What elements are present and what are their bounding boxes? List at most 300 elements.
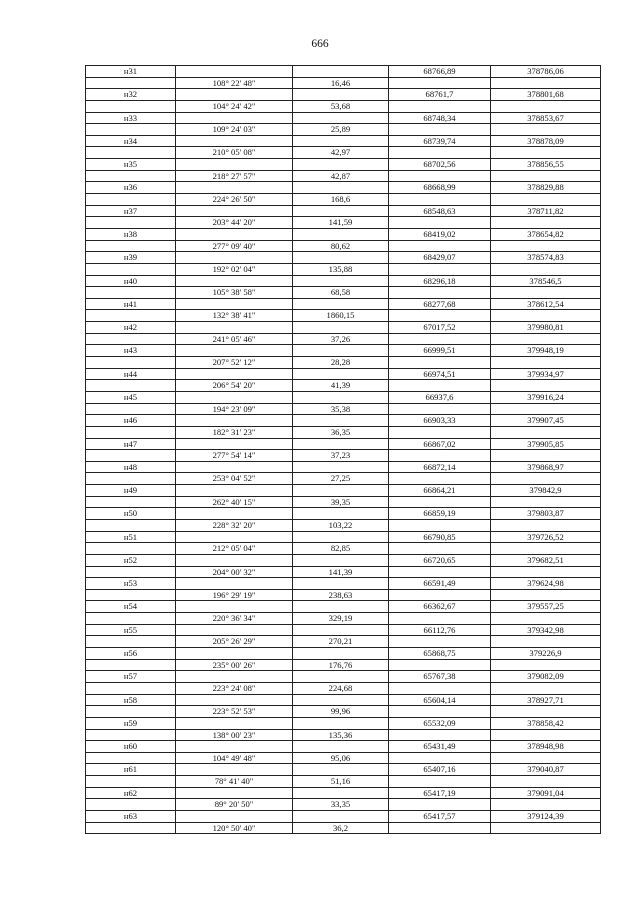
empty-cell [491, 217, 601, 229]
empty-cell [86, 78, 176, 90]
direction-angle-cell: 212° 05' 04" [176, 543, 293, 555]
x-coordinate-cell: 65417,19 [389, 788, 491, 800]
empty-cell [86, 404, 176, 416]
empty-cell [176, 532, 293, 544]
empty-cell [389, 171, 491, 183]
empty-cell [491, 706, 601, 718]
direction-angle-cell: 194° 23' 09" [176, 404, 293, 416]
empty-cell [86, 310, 176, 322]
y-coordinate-cell: 378829,88 [491, 182, 601, 194]
y-coordinate-cell: 379980,81 [491, 322, 601, 334]
empty-cell [176, 206, 293, 218]
empty-cell [389, 660, 491, 672]
empty-cell [293, 276, 389, 288]
empty-cell [491, 590, 601, 602]
direction-angle-cell: 78° 41' 40" [176, 776, 293, 788]
empty-cell [491, 636, 601, 648]
empty-cell [86, 427, 176, 439]
empty-cell [176, 415, 293, 427]
empty-cell [176, 695, 293, 707]
direction-angle-cell: 207° 52' 12" [176, 357, 293, 369]
distance-cell: 135,36 [293, 730, 389, 742]
distance-cell: 37,26 [293, 334, 389, 346]
empty-cell [86, 450, 176, 462]
empty-cell [176, 182, 293, 194]
empty-cell [491, 450, 601, 462]
empty-cell [491, 497, 601, 509]
x-coordinate-cell: 66999,51 [389, 345, 491, 357]
point-name-cell: н35 [86, 159, 176, 171]
y-coordinate-cell: 378801,68 [491, 89, 601, 101]
distance-cell: 35,38 [293, 404, 389, 416]
empty-cell [293, 66, 389, 78]
direction-angle-cell: 218° 27' 57" [176, 171, 293, 183]
empty-cell [293, 625, 389, 637]
empty-cell [176, 811, 293, 823]
y-coordinate-cell: 379124,39 [491, 811, 601, 823]
x-coordinate-cell: 65431,49 [389, 741, 491, 753]
empty-cell [86, 124, 176, 136]
x-coordinate-cell: 68748,34 [389, 113, 491, 125]
point-name-cell: н56 [86, 648, 176, 660]
empty-cell [86, 380, 176, 392]
x-coordinate-cell: 68419,02 [389, 229, 491, 241]
direction-angle-cell: 138° 00' 23" [176, 730, 293, 742]
distance-cell: 51,16 [293, 776, 389, 788]
empty-cell [293, 811, 389, 823]
empty-cell [491, 334, 601, 346]
empty-cell [176, 648, 293, 660]
y-coordinate-cell: 379342,98 [491, 625, 601, 637]
distance-cell: 25,89 [293, 124, 389, 136]
empty-cell [491, 78, 601, 90]
distance-cell: 141,39 [293, 567, 389, 579]
empty-cell [389, 613, 491, 625]
y-coordinate-cell: 379907,45 [491, 415, 601, 427]
distance-cell: 135,88 [293, 264, 389, 276]
empty-cell [389, 264, 491, 276]
empty-cell [293, 601, 389, 613]
distance-cell: 168,6 [293, 194, 389, 206]
direction-angle-cell: 223° 52' 53" [176, 706, 293, 718]
empty-cell [86, 590, 176, 602]
empty-cell [491, 171, 601, 183]
empty-cell [176, 345, 293, 357]
distance-cell: 95,06 [293, 753, 389, 765]
empty-cell [389, 124, 491, 136]
empty-cell [293, 252, 389, 264]
empty-cell [491, 124, 601, 136]
empty-cell [389, 567, 491, 579]
empty-cell [491, 799, 601, 811]
empty-cell [293, 718, 389, 730]
empty-cell [86, 776, 176, 788]
point-name-cell: н51 [86, 532, 176, 544]
direction-angle-cell: 196° 29' 19" [176, 590, 293, 602]
empty-cell [86, 264, 176, 276]
empty-cell [389, 310, 491, 322]
empty-cell [293, 392, 389, 404]
distance-cell: 41,39 [293, 380, 389, 392]
page-number: 666 [311, 38, 329, 50]
point-name-cell: н41 [86, 299, 176, 311]
empty-cell [293, 439, 389, 451]
empty-cell [389, 706, 491, 718]
direction-angle-cell: 104° 24' 42" [176, 101, 293, 113]
point-name-cell: н60 [86, 741, 176, 753]
direction-angle-cell: 228° 32' 20" [176, 520, 293, 532]
empty-cell [293, 345, 389, 357]
empty-cell [293, 741, 389, 753]
distance-cell: 329,19 [293, 613, 389, 625]
x-coordinate-cell: 65417,57 [389, 811, 491, 823]
empty-cell [389, 194, 491, 206]
empty-cell [389, 520, 491, 532]
empty-cell [86, 823, 176, 835]
empty-cell [86, 334, 176, 346]
empty-cell [86, 636, 176, 648]
distance-cell: 16,46 [293, 78, 389, 90]
y-coordinate-cell: 379624,98 [491, 578, 601, 590]
empty-cell [86, 241, 176, 253]
empty-cell [389, 497, 491, 509]
empty-cell [86, 217, 176, 229]
empty-cell [293, 508, 389, 520]
distance-cell: 80,62 [293, 241, 389, 253]
y-coordinate-cell: 379916,24 [491, 392, 601, 404]
empty-cell [86, 194, 176, 206]
y-coordinate-cell: 378858,42 [491, 718, 601, 730]
empty-cell [491, 776, 601, 788]
x-coordinate-cell: 68296,18 [389, 276, 491, 288]
distance-cell: 82,85 [293, 543, 389, 555]
empty-cell [176, 439, 293, 451]
empty-cell [293, 113, 389, 125]
distance-cell: 68,58 [293, 287, 389, 299]
empty-cell [176, 625, 293, 637]
direction-angle-cell: 89° 20' 50" [176, 799, 293, 811]
point-name-cell: н58 [86, 695, 176, 707]
point-name-cell: н47 [86, 439, 176, 451]
empty-cell [491, 613, 601, 625]
empty-cell [176, 322, 293, 334]
point-name-cell: н54 [86, 601, 176, 613]
empty-cell [491, 543, 601, 555]
direction-angle-cell: 206° 54' 20" [176, 380, 293, 392]
direction-angle-cell: 277° 54' 14" [176, 450, 293, 462]
x-coordinate-cell: 66937,6 [389, 392, 491, 404]
empty-cell [389, 636, 491, 648]
x-coordinate-cell: 65868,75 [389, 648, 491, 660]
point-name-cell: н59 [86, 718, 176, 730]
empty-cell [491, 357, 601, 369]
point-name-cell: н33 [86, 113, 176, 125]
y-coordinate-cell: 378654,82 [491, 229, 601, 241]
x-coordinate-cell: 68766,89 [389, 66, 491, 78]
empty-cell [293, 462, 389, 474]
y-coordinate-cell: 378711,82 [491, 206, 601, 218]
empty-cell [389, 683, 491, 695]
boundary-coordinates-table [85, 65, 601, 834]
point-name-cell: н45 [86, 392, 176, 404]
empty-cell [389, 799, 491, 811]
y-coordinate-cell: 378574,83 [491, 252, 601, 264]
direction-angle-cell: 253° 04' 52" [176, 473, 293, 485]
x-coordinate-cell: 66859,19 [389, 508, 491, 520]
empty-cell [491, 473, 601, 485]
empty-cell [491, 567, 601, 579]
x-coordinate-cell: 68548,63 [389, 206, 491, 218]
empty-cell [86, 753, 176, 765]
empty-cell [389, 380, 491, 392]
empty-cell [389, 776, 491, 788]
y-coordinate-cell: 378878,09 [491, 136, 601, 148]
empty-cell [176, 276, 293, 288]
empty-cell [491, 380, 601, 392]
direction-angle-cell: 109° 24' 03" [176, 124, 293, 136]
distance-cell: 238,63 [293, 590, 389, 602]
distance-cell: 141,59 [293, 217, 389, 229]
empty-cell [176, 508, 293, 520]
y-coordinate-cell: 379682,51 [491, 555, 601, 567]
empty-cell [293, 322, 389, 334]
empty-cell [389, 753, 491, 765]
point-name-cell: н39 [86, 252, 176, 264]
empty-cell [176, 136, 293, 148]
empty-cell [491, 310, 601, 322]
point-name-cell: н37 [86, 206, 176, 218]
direction-angle-cell: 235° 00' 26" [176, 660, 293, 672]
empty-cell [389, 287, 491, 299]
x-coordinate-cell: 66903,33 [389, 415, 491, 427]
empty-cell [293, 369, 389, 381]
empty-cell [491, 753, 601, 765]
direction-angle-cell: 104° 49' 48" [176, 753, 293, 765]
y-coordinate-cell: 378612,54 [491, 299, 601, 311]
y-coordinate-cell: 379091,04 [491, 788, 601, 800]
empty-cell [293, 229, 389, 241]
x-coordinate-cell: 65532,09 [389, 718, 491, 730]
empty-cell [389, 473, 491, 485]
direction-angle-cell: 224° 26' 50" [176, 194, 293, 206]
y-coordinate-cell: 378853,67 [491, 113, 601, 125]
x-coordinate-cell: 65767,38 [389, 671, 491, 683]
empty-cell [293, 159, 389, 171]
point-name-cell: н53 [86, 578, 176, 590]
x-coordinate-cell: 66872,14 [389, 462, 491, 474]
empty-cell [389, 78, 491, 90]
point-name-cell: н46 [86, 415, 176, 427]
empty-cell [491, 241, 601, 253]
empty-cell [293, 299, 389, 311]
point-name-cell: н49 [86, 485, 176, 497]
empty-cell [293, 695, 389, 707]
x-coordinate-cell: 68761,7 [389, 89, 491, 101]
distance-cell: 39,35 [293, 497, 389, 509]
empty-cell [491, 683, 601, 695]
empty-cell [491, 823, 601, 835]
empty-cell [293, 764, 389, 776]
empty-cell [293, 578, 389, 590]
empty-cell [293, 89, 389, 101]
y-coordinate-cell: 379040,87 [491, 764, 601, 776]
y-coordinate-cell: 379868,97 [491, 462, 601, 474]
empty-cell [491, 194, 601, 206]
point-name-cell: н36 [86, 182, 176, 194]
empty-cell [176, 159, 293, 171]
empty-cell [389, 217, 491, 229]
direction-angle-cell: 223° 24' 08" [176, 683, 293, 695]
empty-cell [389, 147, 491, 159]
empty-cell [86, 567, 176, 579]
empty-cell [176, 718, 293, 730]
empty-cell [86, 799, 176, 811]
point-name-cell: н62 [86, 788, 176, 800]
empty-cell [176, 66, 293, 78]
empty-cell [491, 660, 601, 672]
x-coordinate-cell: 68668,99 [389, 182, 491, 194]
x-coordinate-cell: 66864,21 [389, 485, 491, 497]
empty-cell [176, 229, 293, 241]
x-coordinate-cell: 68702,56 [389, 159, 491, 171]
empty-cell [86, 543, 176, 555]
empty-cell [176, 299, 293, 311]
empty-cell [389, 334, 491, 346]
empty-cell [176, 485, 293, 497]
y-coordinate-cell: 379905,85 [491, 439, 601, 451]
empty-cell [293, 648, 389, 660]
y-coordinate-cell: 379557,25 [491, 601, 601, 613]
distance-cell: 37,23 [293, 450, 389, 462]
y-coordinate-cell: 379934,97 [491, 369, 601, 381]
y-coordinate-cell: 378948,98 [491, 741, 601, 753]
empty-cell [176, 671, 293, 683]
direction-angle-cell: 192° 02' 04" [176, 264, 293, 276]
empty-cell [389, 450, 491, 462]
distance-cell: 33,35 [293, 799, 389, 811]
empty-cell [389, 590, 491, 602]
x-coordinate-cell: 66112,76 [389, 625, 491, 637]
empty-cell [86, 171, 176, 183]
distance-cell: 53,68 [293, 101, 389, 113]
empty-cell [389, 101, 491, 113]
y-coordinate-cell: 378786,06 [491, 66, 601, 78]
empty-cell [176, 601, 293, 613]
y-coordinate-cell: 379726,52 [491, 532, 601, 544]
empty-cell [86, 683, 176, 695]
distance-cell: 103,22 [293, 520, 389, 532]
empty-cell [491, 427, 601, 439]
x-coordinate-cell: 65407,16 [389, 764, 491, 776]
distance-cell: 1860,15 [293, 310, 389, 322]
direction-angle-cell: 108° 22' 48" [176, 78, 293, 90]
empty-cell [389, 404, 491, 416]
empty-cell [491, 520, 601, 532]
point-name-cell: н50 [86, 508, 176, 520]
distance-cell: 27,25 [293, 473, 389, 485]
empty-cell [293, 485, 389, 497]
empty-cell [389, 357, 491, 369]
point-name-cell: н42 [86, 322, 176, 334]
point-name-cell: н57 [86, 671, 176, 683]
empty-cell [389, 823, 491, 835]
y-coordinate-cell: 379842,9 [491, 485, 601, 497]
empty-cell [176, 369, 293, 381]
empty-cell [293, 206, 389, 218]
direction-angle-cell: 120° 50' 40" [176, 823, 293, 835]
distance-cell: 42,97 [293, 147, 389, 159]
empty-cell [86, 287, 176, 299]
direction-angle-cell: 203° 44' 20" [176, 217, 293, 229]
empty-cell [293, 136, 389, 148]
point-name-cell: н43 [86, 345, 176, 357]
point-name-cell: н40 [86, 276, 176, 288]
y-coordinate-cell: 379226,9 [491, 648, 601, 660]
x-coordinate-cell: 68739,74 [389, 136, 491, 148]
point-name-cell: н44 [86, 369, 176, 381]
point-name-cell: н31 [86, 66, 176, 78]
empty-cell [491, 287, 601, 299]
direction-angle-cell: 182° 31' 23" [176, 427, 293, 439]
empty-cell [491, 147, 601, 159]
point-name-cell: н38 [86, 229, 176, 241]
empty-cell [86, 473, 176, 485]
empty-cell [176, 113, 293, 125]
empty-cell [86, 730, 176, 742]
x-coordinate-cell: 68277,68 [389, 299, 491, 311]
empty-cell [176, 89, 293, 101]
distance-cell: 28,28 [293, 357, 389, 369]
empty-cell [86, 497, 176, 509]
y-coordinate-cell: 378856,55 [491, 159, 601, 171]
empty-cell [293, 788, 389, 800]
empty-cell [389, 543, 491, 555]
point-name-cell: н48 [86, 462, 176, 474]
empty-cell [293, 532, 389, 544]
x-coordinate-cell: 67017,52 [389, 322, 491, 334]
point-name-cell: н61 [86, 764, 176, 776]
empty-cell [293, 671, 389, 683]
direction-angle-cell: 220° 36' 34" [176, 613, 293, 625]
direction-angle-cell: 210° 05' 08" [176, 147, 293, 159]
direction-angle-cell: 205° 26' 29" [176, 636, 293, 648]
x-coordinate-cell: 66720,65 [389, 555, 491, 567]
empty-cell [86, 660, 176, 672]
x-coordinate-cell: 66974,51 [389, 369, 491, 381]
y-coordinate-cell: 378927,71 [491, 695, 601, 707]
empty-cell [491, 730, 601, 742]
distance-cell: 99,96 [293, 706, 389, 718]
empty-cell [389, 730, 491, 742]
direction-angle-cell: 262° 40' 15" [176, 497, 293, 509]
empty-cell [293, 555, 389, 567]
empty-cell [176, 764, 293, 776]
y-coordinate-cell: 379803,87 [491, 508, 601, 520]
empty-cell [176, 252, 293, 264]
empty-cell [491, 101, 601, 113]
point-name-cell: н34 [86, 136, 176, 148]
empty-cell [86, 147, 176, 159]
empty-cell [86, 357, 176, 369]
y-coordinate-cell: 379082,09 [491, 671, 601, 683]
distance-cell: 36,2 [293, 823, 389, 835]
distance-cell: 176,76 [293, 660, 389, 672]
point-name-cell: н52 [86, 555, 176, 567]
empty-cell [176, 462, 293, 474]
direction-angle-cell: 277° 09' 40" [176, 241, 293, 253]
empty-cell [86, 101, 176, 113]
y-coordinate-cell: 378546,5 [491, 276, 601, 288]
